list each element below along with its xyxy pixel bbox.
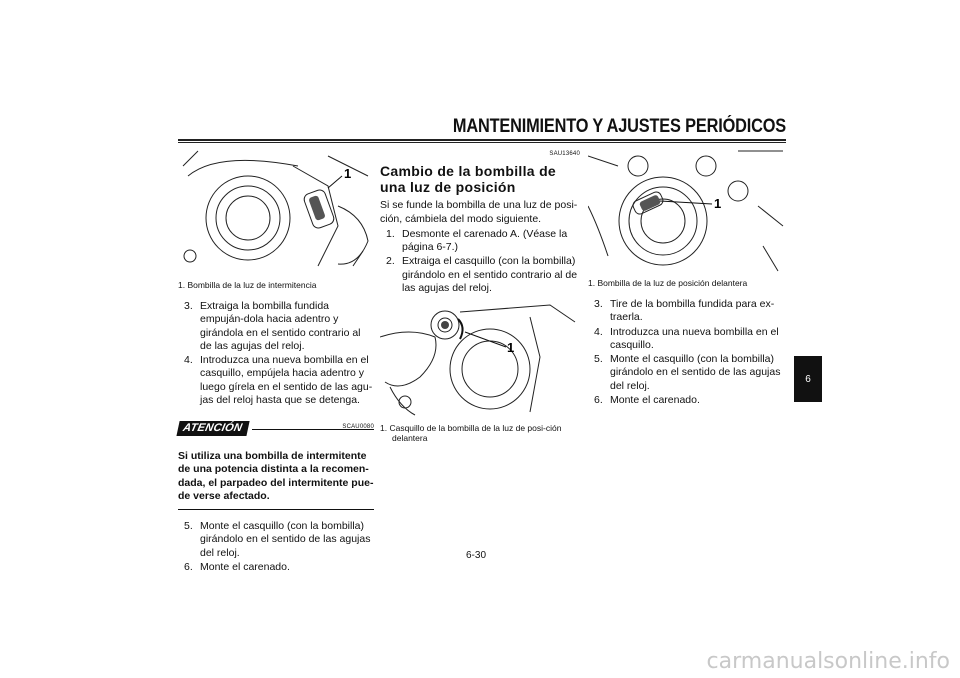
- figure-callout-1: 1: [714, 196, 722, 211]
- section-title: Cambio de la bombilla de una luz de posición: [380, 163, 557, 196]
- column-left: [178, 146, 374, 575]
- steps-list: [380, 228, 580, 295]
- list-item: 4. Introduzca una nueva bombilla en el casquillo, empújela hacia adentro y luego gírela en el sentido de las agu-jas del reloj hasta que se detenga.: [184, 354, 373, 407]
- figure-turn-signal-bulb: [178, 146, 374, 276]
- figure-callout-1: 1: [344, 166, 352, 181]
- watermark-link[interactable]: carmanualsonline.info: [706, 649, 950, 674]
- figure-position-socket: [380, 297, 580, 419]
- list-item: 2. Extraiga el casquillo (con la bombilla) girándolo en el sentido contrario al de las agujas del reloj.: [386, 255, 578, 295]
- column-right: [588, 146, 786, 408]
- list-item: 5. Monte el casquillo (con la bombilla) girándolo en el sentido de las agujas del reloj.: [594, 353, 781, 392]
- warning-text: Si utiliza una bombilla de intermitente de una potencia distinta a la recomen-dada, el parpadeo del intermitente pue-de verse afectado.: [178, 450, 374, 510]
- figure-position-bulb: [588, 146, 786, 274]
- chapter-tab: 6: [794, 356, 822, 402]
- list-item: 4. Introduzca una nueva bombilla en el casquillo.: [594, 325, 779, 351]
- section-code: SAU13640: [549, 151, 580, 157]
- header-rule: [178, 139, 786, 141]
- list-item: 6. Monte el carenado.: [184, 561, 290, 574]
- figure-callout-1: 1: [507, 340, 515, 356]
- list-item: 5. Monte el casquillo (con la bombilla) girándolo en el sentido de las agujas del reloj.: [184, 520, 371, 559]
- position-bulb-illustration: [588, 146, 786, 274]
- turn-signal-illustration: [178, 146, 374, 276]
- page-number: 6-30: [466, 550, 487, 561]
- list-item: 1. Desmonte el carenado A. (Véase la página 6-7.): [386, 227, 568, 254]
- header-rule-thin: [178, 142, 786, 143]
- steps-list: [588, 298, 786, 407]
- warning-code: SCAU0080: [342, 423, 374, 430]
- steps-list: [178, 300, 374, 407]
- page-title: MANTENIMIENTO Y AJUSTES PERIÓDICOS: [452, 116, 786, 137]
- steps-list-after: [178, 520, 374, 574]
- position-socket-illustration: [380, 297, 580, 419]
- list-item: 3. Extraiga la bombilla fundida empuján-dola hacia adentro y girándola en el sentido contrario al de las agujas del reloj.: [184, 300, 361, 352]
- column-middle: [380, 146, 580, 453]
- figure-caption: 1. Bombilla de la luz de posición delantera: [588, 278, 748, 288]
- intro-text: Si se funde la bombilla de una luz de posi-ción, cámbiela del modo siguiente.: [380, 199, 578, 225]
- list-item: 6. Monte el carenado.: [594, 394, 700, 407]
- warning-label: ATENCIÓN: [176, 421, 249, 436]
- list-item: 3. Tire de la bombilla fundida para ex-traerla.: [594, 298, 775, 324]
- figure-caption: 1. Casquillo de la bombilla de la luz de posi-ción delantera: [380, 423, 562, 444]
- figure-caption: 1. Bombilla de la luz de intermitencia: [178, 280, 317, 290]
